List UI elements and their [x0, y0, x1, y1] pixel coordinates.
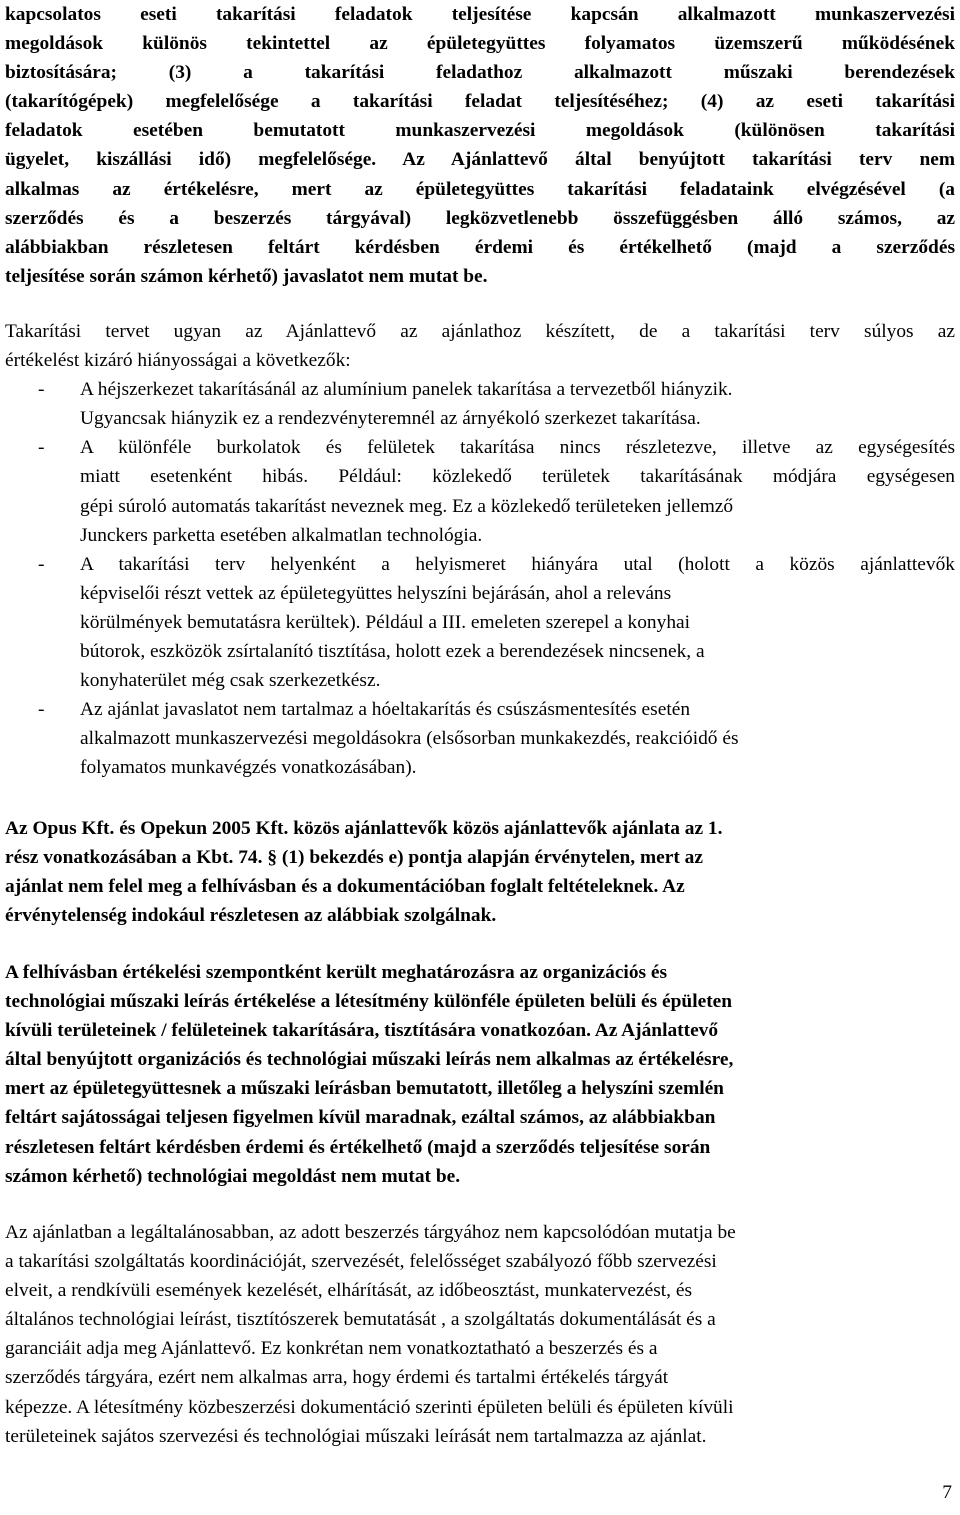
list-item [5, 550, 955, 696]
text-line: A héjszerkezet takarításánál az alumínium panelek takarítása a tervezetből hiányzik. [80, 379, 733, 401]
text-line: területeinek sajátos szervezési és technológiai műszaki leírását nem tartalmazza az ajánlat. [5, 1425, 707, 1447]
list-item [5, 433, 955, 549]
text-line: megoldások különös tekintettel az épületegyüttes folyamatos üzemszerű működésének [5, 33, 955, 55]
list-item [5, 375, 955, 433]
text-line: Ugyancsak hiányzik ez a rendezvényteremnél az árnyékoló szerkezet takarítása. [80, 408, 701, 430]
text-line: mert az épületegyüttesnek a műszaki leírásban bemutatott, illetőleg a helyszíni szemlén [5, 1078, 724, 1100]
paragraph-evaluation-plan [5, 0, 955, 291]
text-line: bútorok, eszközök zsírtalanító tisztítása, holott ezek a berendezések nincsenek, a [80, 641, 705, 663]
text-line: Az ajánlatban a legáltalánosabban, az adott beszerzés tárgyához nem kapcsolódóan mutatja be [5, 1222, 736, 1243]
text-line: képviselői részt vettek az épületegyüttes helyszíni bejárásán, ahol a releváns [80, 582, 672, 604]
text-line: ügyelet, kiszállási idő) megfelelősége. Az Ajánlattevő által benyújtott takarítási terv nem [5, 149, 955, 171]
text-line: teljesítése során számon kérhető) javaslatot nem mutat be. [5, 265, 488, 287]
text-line: biztosítására; (3) a takarítási feladathoz alkalmazott műszaki berendezések [5, 62, 955, 84]
text-line: a takarítási szolgáltatás koordinációját, szervezését, felelősséget szabályozó főbb szervezési [5, 1251, 717, 1273]
text-line: folyamatos munkavégzés vonatkozásában). [80, 757, 417, 779]
text-line: Takarítási tervet ugyan az Ajánlattevő az ajánlathoz készített, de a takarítási terv súlyos az [5, 321, 955, 342]
bullet-dash: - [38, 437, 45, 459]
text-line: körülmények bemutatásra kerültek). Például a III. emeleten szerepel a konyhai [80, 611, 691, 633]
text-line: részletesen feltárt kérdésben érdemi és értékelhető (majd a szerződés teljesítése során [5, 1136, 711, 1158]
text-line: érvénytelenség indokául részletesen az alábbiak szolgálnak. [5, 905, 497, 927]
text-line: miatt esetenként hibás. Például: közlekedő területek takarításának módjára egységesen [80, 466, 955, 488]
text-line: szerződés és a beszerzés tárgyával) legközvetlenebb összefüggésben álló számos, az [5, 207, 955, 229]
text-line: szerződés tárgyára, ezért nem alkalmas arra, hogy érdemi és tartalmi értékelés tárgyát [5, 1367, 669, 1389]
text-line: (takarítógépek) megfelelősége a takarítási feladat teljesítéséhez; (4) az eseti takarítási [5, 91, 955, 113]
text-line: kívüli területeinek / felületeinek takarítására, tisztítására vonatkozóan. Az Ajánlattevő [5, 1020, 719, 1042]
text-line: gépi súroló automatás takarítást neveznek meg. Ez a közlekedő területeken jellemző [80, 495, 734, 517]
text-line: alkalmas az értékelésre, mert az épületegyüttes takarítási feladataink elvégzésével (a [5, 178, 955, 200]
text-line: elveit, a rendkívüli események kezelését, elhárítását, az időbeosztást, munkatervezést, és [5, 1280, 693, 1302]
text-line: képezze. A létesítmény közbeszerzési dokumentáció szerinti épületen belüli és épületen kívüli [5, 1396, 734, 1418]
paragraph-invalidity-statement [5, 814, 955, 930]
text-line: kapcsolatos eseti takarítási feladatok teljesítése kapcsán alkalmazott munkaszervezési [5, 4, 955, 25]
text-line: A felhívásban értékelési szempontként került meghatározásra az organizációs és [5, 962, 668, 983]
text-line: A különféle burkolatok és felületek takarítása nincs részletezve, illetve az egységesítés [80, 437, 955, 459]
text-line: értékelést kizáró hiányosságai a következők: [5, 350, 351, 372]
text-line: technológiai műszaki leírás értékelése a létesítmény különféle épületen belüli és épületen [5, 991, 733, 1013]
bullet-dash: - [38, 553, 45, 575]
text-line: Junckers parketta esetében alkalmatlan technológia. [80, 524, 483, 546]
text-line: rész vonatkozásában a Kbt. 74. § (1) bekezdés e) pontja alapján érvénytelen, mert az [5, 847, 703, 869]
paragraph-technical-description [5, 958, 955, 1191]
text-line: ajánlat nem felel meg a felhívásban és a dokumentációban foglalt feltételeknek. Az [5, 876, 685, 898]
page-number: 7 [942, 1482, 952, 1503]
text-line: feltárt sajátosságai teljesen figyelmen kívül maradnak, ezáltal számos, az alábbiakban [5, 1107, 716, 1129]
text-line: számon kérhető) technológiai megoldást nem mutat be. [5, 1165, 461, 1187]
text-line: alkalmazott munkaszervezési megoldásokra (elsősorban munkakezdés, reakcióidő és [80, 728, 739, 750]
text-line: Az Opus Kft. és Opekun 2005 Kft. közös ajánlattevők közös ajánlattevők ajánlata az 1. [5, 818, 723, 839]
text-line: garanciáit adja meg Ajánlattevő. Ez konkrétan nem vonatkoztatható a beszerzés és a [5, 1338, 658, 1360]
text-line: Az ajánlat javaslatot nem tartalmaz a hóeltakarítás és csúszásmentesítés esetén [80, 699, 691, 721]
paragraph-general-offer [5, 1218, 955, 1451]
text-line: A takarítási terv helyenként a helyismeret hiányára utal (holott a közös ajánlattevők [80, 553, 955, 575]
text-line: alábbiakban részletesen feltárt kérdésben érdemi és értékelhető (majd a szerződés [5, 236, 955, 258]
text-line: által benyújtott organizációs és technológiai műszaki leírás nem alkalmas az értékelésre, [5, 1049, 734, 1071]
text-line: konyhaterület még csak szerkezetkész. [80, 670, 381, 692]
paragraph-deficiencies [5, 317, 955, 783]
bullet-dash: - [38, 699, 45, 721]
text-line: feladatok esetében bemutatott munkaszervezési megoldások (különösen takarítási [5, 120, 955, 142]
list-item [5, 695, 955, 782]
text-line: általános technológiai leírást, tisztítószerek bemutatását , a szolgáltatás dokumentálását és a [5, 1309, 716, 1331]
bullet-dash: - [38, 379, 45, 401]
